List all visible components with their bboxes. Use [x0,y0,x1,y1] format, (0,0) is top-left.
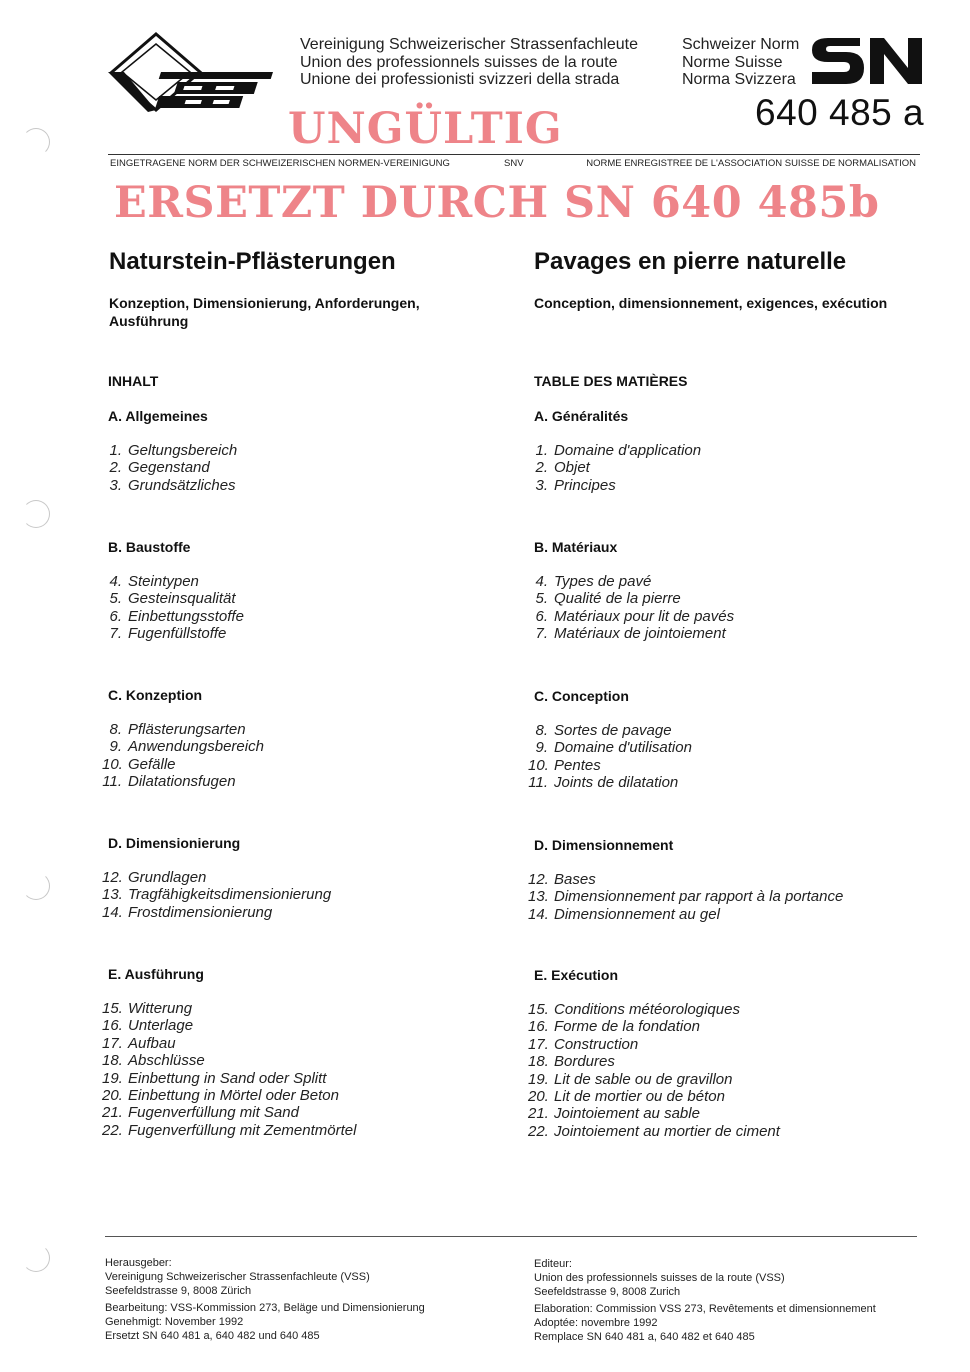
toc-item-label: Aufbau [128,1034,176,1052]
toc-item-label: Sortes de pavage [554,722,672,739]
toc-item-number: 20. [102,1087,123,1105]
punch-hole [22,1244,50,1272]
toc-item-number: 3. [535,476,548,494]
toc-item-label: Forme de la fondation [554,1018,700,1036]
toc-item-label: Geltungsbereich [128,442,238,459]
toc-item-label: Grundsätzliches [128,476,236,494]
toc-item-fr [528,1123,780,1140]
toc-item-fr [528,1053,780,1070]
norm-label-it: Norma Svizzera [682,71,796,88]
toc-item-label: Domaine d'application [554,442,702,459]
toc-item-de [102,1070,356,1087]
association-names [300,36,638,89]
toc-item-number: 7. [535,625,548,643]
toc-item-label: Lit de sable ou de gravillon [554,1070,733,1088]
toc-item-number: 11. [102,773,122,791]
toc-item-de [102,738,264,755]
norm-label-fr: Norme Suisse [682,53,783,71]
toc-item-number: 18. [102,1052,123,1070]
toc-item-number: 15. [102,1000,123,1017]
toc-item-number: 12. [528,871,549,888]
toc-item-de [102,721,264,738]
toc-item-number: 7. [109,625,122,643]
toc-item-fr [528,1105,780,1122]
toc-item-label: Joints de dilatation [554,774,679,792]
section-list-de [102,869,331,921]
toc-item-de [102,1000,356,1017]
section-list-de [102,721,264,791]
toc-item-fr [528,774,692,791]
section-list-de [102,442,237,494]
toc-item-number: 1. [109,442,122,459]
toc-item-number: 19. [102,1069,123,1087]
replaces-de: Ersetzt SN 640 481 a, 640 482 und 640 485 [105,1330,320,1342]
toc-item-number: 13. [102,886,123,904]
title-fr: Pavages en pierre naturelle [534,248,847,275]
approved-fr: Adoptée: novembre 1992 [534,1317,658,1329]
toc-item-fr [528,722,692,739]
approved-de: Genehmigt: November 1992 [105,1316,244,1328]
toc-item-label: Tragfähigkeitsdimensionierung [128,886,332,904]
association-name-it: Unione dei professionisti svizzeri della strada [300,71,620,88]
toc-item-number: 22. [528,1122,549,1140]
invalid-stamp: UNGÜLTIG [288,104,563,154]
replaced-stamp: ERSETZT DURCH SN 640 485b [114,178,880,228]
publisher-name-fr: Union des professionnels suisses de la route (VSS) [534,1272,785,1284]
norm-label-de: Schweizer Norm [682,36,800,53]
subtitle-fr: Conception, dimensionnement, exigences, exécution [534,295,888,311]
toc-item-de [102,1052,356,1069]
toc-item-number: 2. [535,459,548,477]
vss-logo-icon [108,32,290,114]
toc-item-number: 15. [528,1001,549,1018]
toc-item-label: Fugenverfüllung mit Sand [128,1104,299,1122]
toc-item-de [102,756,264,773]
section-title-de: D. Dimensionierung [108,835,241,851]
toc-item-label: Fugenfüllstoffe [128,625,227,643]
section-title-de: B. Baustoffe [108,539,191,555]
section-title-fr: D. Dimensionnement [534,837,674,853]
toc-item-number: 8. [109,721,122,738]
toc-item-fr [528,608,734,625]
toc-item-label: Anwendungsbereich [128,738,264,756]
toc-item-label: Qualité de la pierre [554,590,681,608]
toc-item-label: Gesteinsqualität [128,590,236,608]
toc-item-de [102,869,331,886]
toc-item-fr [528,757,692,774]
section-list-de [102,1000,356,1139]
toc-item-label: Unterlage [128,1017,194,1035]
toc-item-label: Einbettung in Mörtel oder Beton [128,1087,339,1105]
footer-divider [105,1236,917,1237]
toc-item-de [102,459,237,476]
toc-item-number: 5. [109,590,122,608]
section-list-fr [528,1001,780,1140]
section-title-de: C. Konzeption [108,687,203,703]
toc-item-fr [528,442,701,459]
section-list-fr [528,573,734,643]
toc-item-label: Bases [554,871,596,888]
toc-item-de [102,1104,356,1121]
toc-item-fr [528,1088,780,1105]
toc-item-number: 6. [109,607,122,625]
toc-item-label: Grundlagen [128,869,207,886]
subtitle-de: Konzeption, Dimensionierung, Anforderungen, Ausführung [109,295,420,329]
toc-item-number: 22. [102,1121,123,1139]
toc-item-label: Bordures [554,1053,615,1071]
toc-item-number: 18. [528,1053,549,1071]
toc-item-label: Fugenverfüllung mit Zementmörtel [128,1121,357,1139]
toc-item-label: Pflästerungsarten [128,721,246,738]
toc-heading-fr: TABLE DES MATIÈRES [534,373,688,389]
toc-item-de [102,1035,356,1052]
toc-item-label: Principes [554,476,616,494]
norm-labels [682,36,799,89]
toc-item-fr [528,1001,780,1018]
footer-de [105,1256,425,1343]
toc-item-number: 9. [535,739,548,757]
editing-de: Bearbeitung: VSS-Kommission 273, Beläge und Dimensionierung [105,1302,425,1314]
toc-item-number: 17. [102,1034,123,1052]
toc-item-number: 4. [535,573,548,590]
toc-item-fr [528,573,734,590]
toc-item-label: Jointoiement au mortier de ciment [554,1122,780,1140]
toc-item-fr [528,1071,780,1088]
toc-item-fr [528,906,843,923]
toc-item-de [102,442,237,459]
section-title-de: E. Ausführung [108,966,204,982]
toc-item-label: Pentes [554,756,601,774]
toc-item-number: 9. [109,738,122,756]
toc-item-fr [528,739,692,756]
replaces-fr: Remplace SN 640 481 a, 640 482 et 640 485 [534,1331,755,1343]
header-divider [108,154,920,155]
toc-item-fr [528,1036,780,1053]
toc-item-de [102,1017,356,1034]
toc-item-number: 14. [528,905,549,923]
registered-norm-snv: SNV [504,158,524,169]
toc-item-label: Construction [554,1035,639,1053]
toc-item-label: Matériaux pour lit de pavés [554,607,735,625]
toc-item-number: 16. [528,1018,549,1036]
section-title-fr: C. Conception [534,688,629,704]
toc-item-label: Jointoiement au sable [554,1105,700,1123]
toc-item-number: 20. [528,1088,549,1106]
toc-item-number: 19. [528,1070,549,1088]
toc-item-number: 21. [528,1105,549,1123]
toc-item-fr [528,477,701,494]
toc-item-number: 11. [528,774,548,792]
toc-item-label: Matériaux de jointoiement [554,625,726,643]
toc-item-de [102,886,331,903]
publisher-name-de: Vereinigung Schweizerischer Strassenfachleute (VSS) [105,1271,370,1283]
publisher-address-fr: Seefeldstrasse 9, 8008 Zurich [534,1286,681,1298]
toc-item-de [102,773,264,790]
toc-item-label: Dimensionnement au gel [554,905,720,923]
registered-norm-fr: NORME ENREGISTREE DE L'ASSOCIATION SUISSE DE NORMALISATION [586,158,916,169]
toc-item-number: 3. [109,476,122,494]
registered-norm-de: EINGETRAGENE NORM DER SCHWEIZERISCHEN NORMEN-VEREINIGUNG [110,158,450,169]
section-list-fr [528,442,701,494]
toc-item-de [102,608,244,625]
toc-item-label: Einbettung in Sand oder Splitt [128,1069,327,1087]
toc-item-number: 16. [102,1017,123,1035]
section-title-de: A. Allgemeines [108,408,208,424]
toc-item-label: Frostdimensionierung [128,903,273,921]
punch-hole [22,872,50,900]
toc-item-label: Objet [554,459,590,477]
toc-item-fr [528,888,843,905]
sn-logo-icon [808,34,926,88]
toc-item-de [102,573,244,590]
toc-item-fr [528,871,843,888]
toc-item-number: 4. [109,573,122,590]
toc-item-number: 17. [528,1035,549,1053]
toc-item-de [102,904,331,921]
toc-item-number: 6. [535,607,548,625]
publisher-label-de: Herausgeber: [105,1257,172,1269]
association-name-de: Vereinigung Schweizerischer Strassenfachleute [300,36,638,53]
toc-item-label: Witterung [128,1000,193,1017]
section-list-de [102,573,244,643]
toc-item-de [102,1122,356,1139]
toc-item-number: 21. [102,1104,123,1122]
title-de: Naturstein-Pflästerungen [109,248,396,275]
punch-hole [22,500,50,528]
toc-item-label: Dilatationsfugen [128,773,236,791]
association-name-fr: Union des professionnels suisses de la route [300,53,618,71]
section-list-fr [528,871,843,923]
toc-item-label: Steintypen [128,573,199,590]
toc-item-number: 1. [535,442,548,459]
toc-item-label: Gegenstand [128,459,210,477]
toc-item-fr [528,625,734,642]
toc-item-de [102,477,237,494]
toc-item-number: 13. [528,888,549,906]
toc-item-number: 8. [535,722,548,739]
publisher-label-fr: Editeur: [534,1258,572,1270]
toc-item-label: Abschlüsse [128,1052,205,1070]
section-title-fr: E. Exécution [534,967,619,983]
toc-item-number: 10. [102,755,123,773]
toc-item-label: Types de pavé [554,573,652,590]
toc-item-label: Domaine d'utilisation [554,739,692,757]
toc-item-label: Conditions météorologiques [554,1001,740,1018]
toc-item-number: 5. [535,590,548,608]
punch-hole [22,128,50,156]
toc-item-label: Gefälle [128,755,176,773]
toc-item-de [102,590,244,607]
footer-fr [534,1257,876,1344]
publisher-address-de: Seefeldstrasse 9, 8008 Zürich [105,1285,252,1297]
toc-item-label: Einbettungsstoffe [128,607,244,625]
toc-item-number: 10. [528,756,549,774]
section-title-fr: B. Matériaux [534,539,618,555]
section-title-fr: A. Généralités [534,408,629,424]
toc-item-number: 14. [102,903,123,921]
toc-item-label: Lit de mortier ou de béton [554,1088,725,1106]
toc-item-fr [528,459,701,476]
norm-number: 640 485 a [755,92,925,133]
toc-item-fr [528,1018,780,1035]
toc-item-fr [528,590,734,607]
section-list-fr [528,722,692,792]
toc-item-number: 12. [102,869,123,886]
toc-item-de [102,625,244,642]
toc-item-number: 2. [109,459,122,477]
editing-fr: Elaboration: Commission VSS 273, Revêtements et dimensionnement [534,1303,876,1315]
toc-heading-de: INHALT [108,373,159,389]
toc-item-de [102,1087,356,1104]
toc-item-label: Dimensionnement par rapport à la portance [554,888,844,906]
